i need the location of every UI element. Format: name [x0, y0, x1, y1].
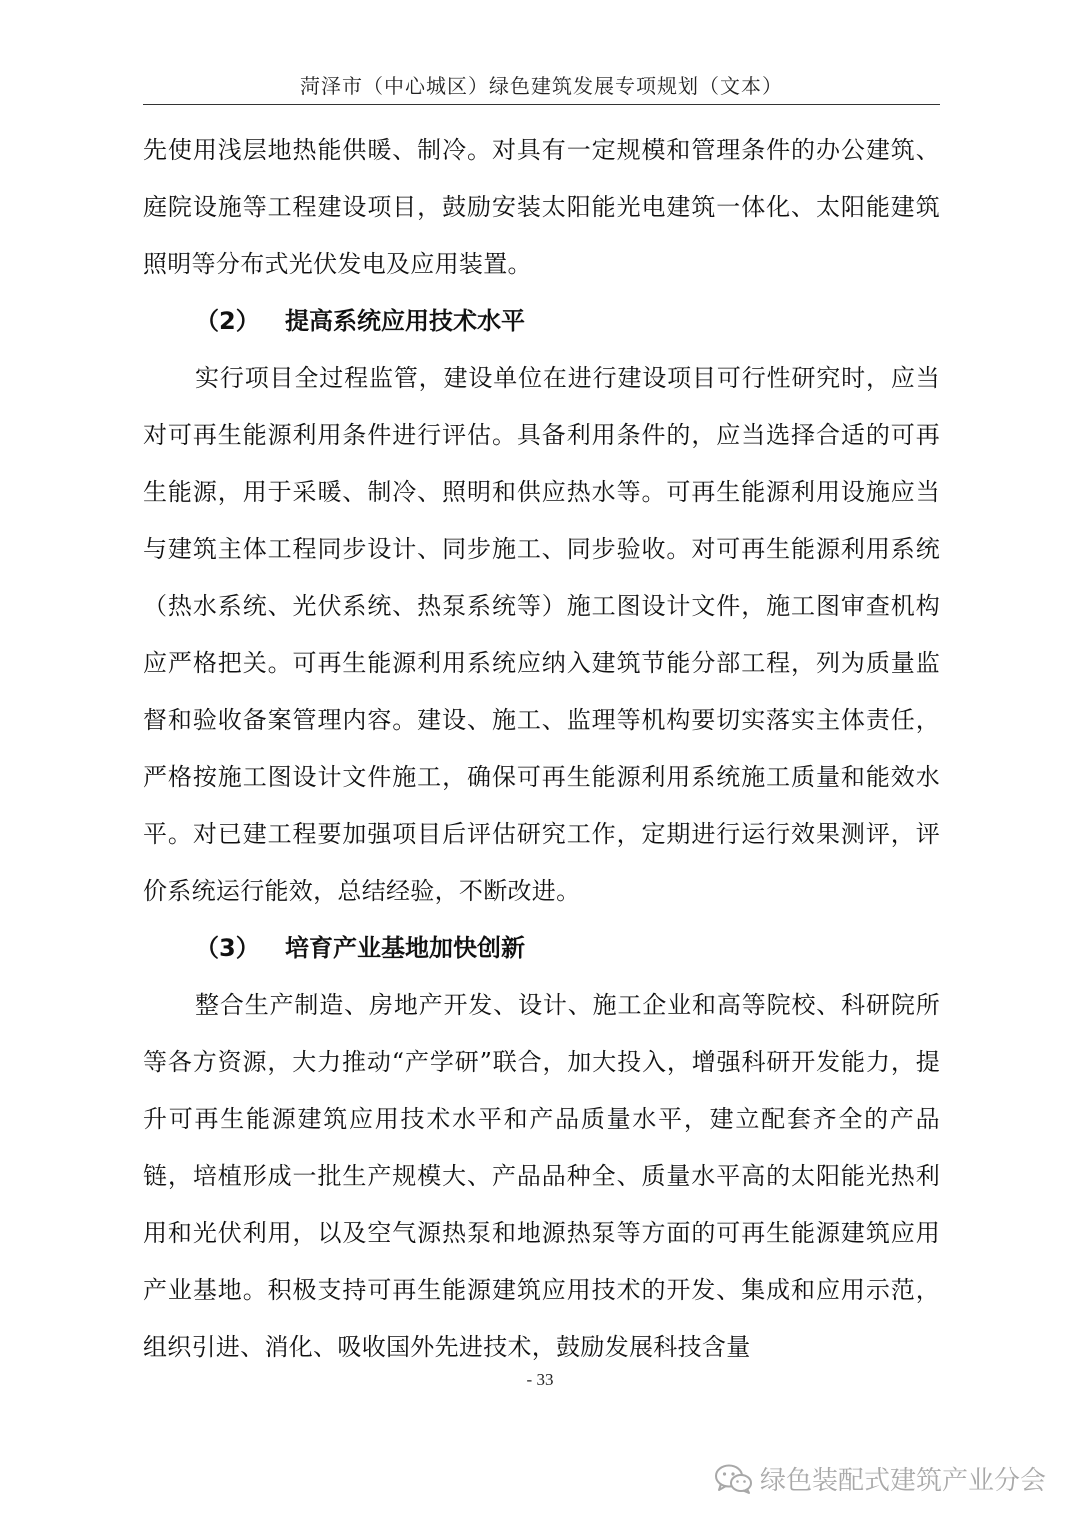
section-paragraph-3: 整合生产制造、房地产开发、设计、施工企业和高等院校、科研院所等各方资源，大力推动“产学研”联合，加大投入，增强科研开发能力，提升可再生能源建筑应用技术水平和产品质量水平，建立配套齐全的产品链，培植形成一批生产规模大、产品品种全、质量水平高的太阳能光热利用和光伏利用，以及空气源热泵和地源热泵等方面的可再生能源建筑应用产业基地。积极支持可再生能源建筑应用技术的开发、集成和应用示范，组织引进、消化、吸收国外先进技术，鼓励发展科技含量: [143, 991, 940, 1361]
watermark-text: 绿色装配式建筑产业分会: [759, 1466, 1046, 1496]
section-title-2: 提高系统应用技术水平: [285, 307, 525, 335]
section-heading-3: [143, 920, 940, 977]
section-heading-2: [143, 293, 940, 350]
page-number: - 33: [526, 1370, 554, 1389]
wechat-icon: [714, 1463, 754, 1495]
intro-paragraph: 先使用浅层地热能供暖、制冷。对具有一定规模和管理条件的办公建筑、庭院设施等工程建设项目，鼓励安装太阳能光电建筑一体化、太阳能建筑照明等分布式光伏发电及应用装置。: [143, 136, 940, 278]
section-number-2: （2）: [195, 307, 260, 335]
header-divider: [143, 104, 940, 105]
document-header: 菏泽市（中心城区）绿色建筑发展专项规划（文本）: [300, 74, 783, 98]
document-body: [143, 122, 940, 1376]
section-title-3: 培育产业基地加快创新: [285, 934, 525, 962]
watermark: [714, 1460, 1046, 1497]
section-paragraph-2: 实行项目全过程监管，建设单位在进行建设项目可行性研究时，应当对可再生能源利用条件进行评估。具备利用条件的，应当选择合适的可再生能源，用于采暖、制冷、照明和供应热水等。可再生能源利用设施应当与建筑主体工程同步设计、同步施工、同步验收。对可再生能源利用系统（热水系统、光伏系统、热泵系统等）施工图设计文件，施工图审查机构应严格把关。可再生能源利用系统应纳入建筑节能分部工程，列为质量监督和验收备案管理内容。建设、施工、监理等机构要切实落实主体责任，严格按施工图设计文件施工，确保可再生能源利用系统施工质量和能效水平。对已建工程要加强项目后评估研究工作，定期进行运行效果测评，评价系统运行能效，总结经验，不断改进。: [143, 364, 940, 905]
section-number-3: （3）: [195, 934, 260, 962]
